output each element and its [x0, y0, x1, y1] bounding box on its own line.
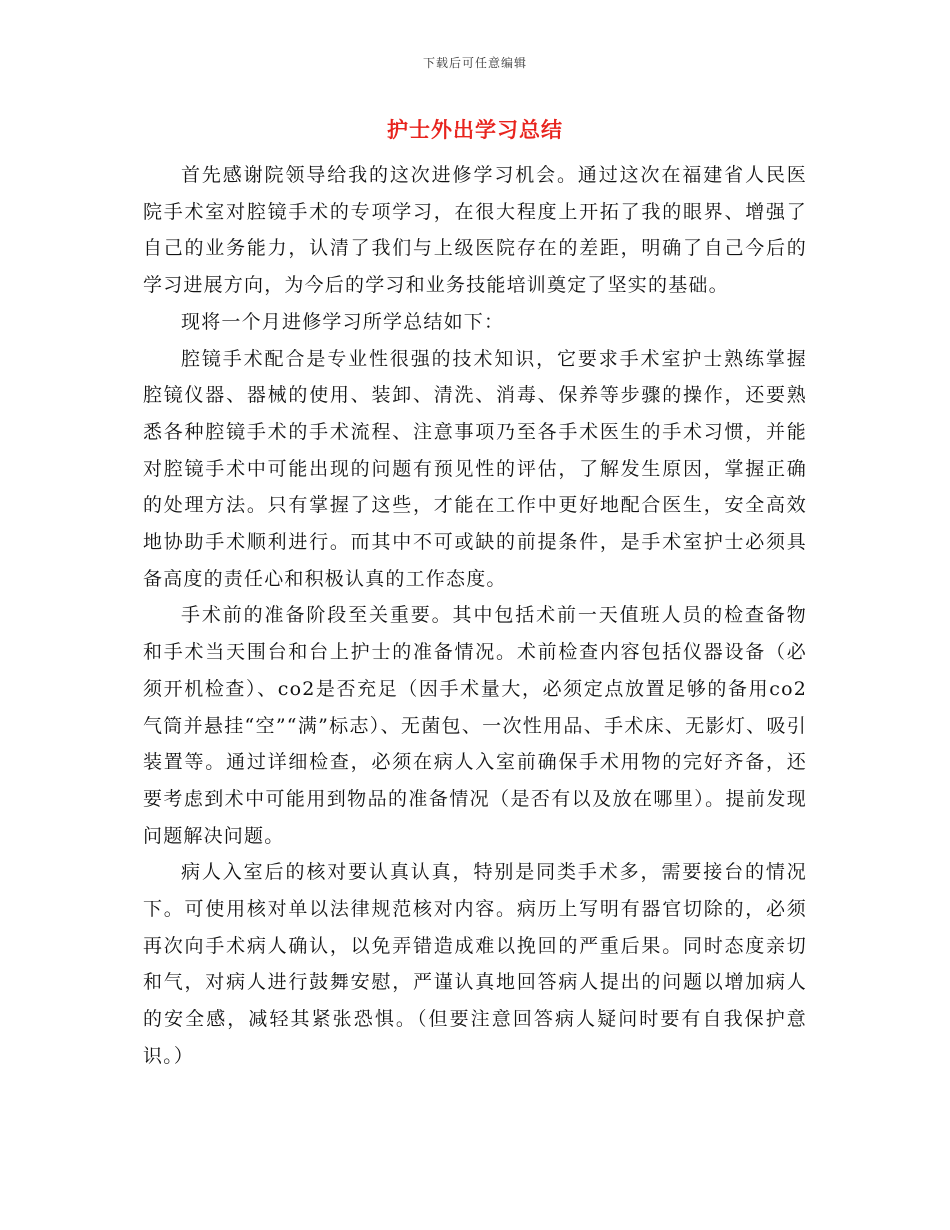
paragraph-summary-lead: 现将一个月进修学习所学总结如下： — [181, 310, 505, 333]
paragraph-laparoscopy: 腔镜手术配合是专业性很强的技术知识，它要求手术室护士熟练掌握腔镜仪器、器械的使用、装卸、清洗、消毒、保养等步骤的操作，还要熟悉各种腔镜手术的手术流程、注意事项乃至各手术医生的手术习惯，并能对腔镜手术中可能出现的问题有预见性的评估，了解发生原因，掌握正确的处理方法。只有掌握了这些，才能在工作中更好地配合医生，安全高效地协助手术顺利进行。而其中不可或缺的前提条件，是手术室护士必须具备高度的责任心和积极认真的工作态度。 — [143, 347, 807, 590]
header-note: 下载后可任意编辑 — [422, 56, 527, 70]
paragraph-preparation: 手术前的准备阶段至关重要。其中包括术前一天值班人员的检查备物和手术当天围台和台上护士的准备情况。术前检查内容包括仪器设备（必须开机检查）、co2是否充足（因手术量大，必须定点放置足够的备用co2气筒并悬挂“空”“满”标志）、无菌包、一次性用品、手术床、无影灯、吸引装置等。通过详细检查，必须在病人入室前确保手术用物的完好齐备，还要考虑到术中可能用到物品的准备情况（是否有以及放在哪里）。提前发现问题解决问题。 — [143, 604, 807, 847]
document-body — [143, 157, 807, 1075]
paragraph-intro: 首先感谢院领导给我的这次进修学习机会。通过这次在福建省人民医院手术室对腔镜手术的专项学习，在很大程度上开拓了我的眼界、增强了自己的业务能力，认清了我们与上级医院存在的差距，明确了自己今后的学习进展方向，为今后的学习和业务技能培训奠定了坚实的基础。 — [143, 164, 807, 297]
paragraph-patient-check: 病人入室后的核对要认真认真，特别是同类手术多，需要接台的情况下。可使用核对单以法律规范核对内容。病历上写明有器官切除的，必须再次向手术病人确认，以免弄错造成难以挽回的严重后果。同时态度亲切和气，对病人进行鼓舞安慰，严谨认真地回答病人提出的问题以增加病人的安全感，减轻其紧张恐惧。（但要注意回答病人疑问时要有自我保护意识。） — [143, 861, 807, 1067]
document-title: 护士外出学习总结 — [387, 117, 563, 142]
